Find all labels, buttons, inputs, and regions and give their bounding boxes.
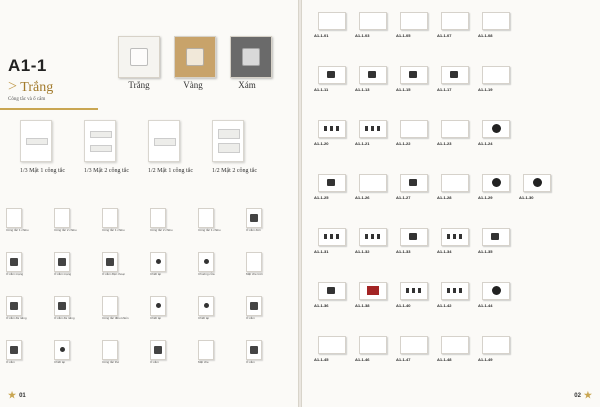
knob-icon (54, 340, 70, 360)
knob-icon (482, 282, 510, 300)
product-item[interactable] (355, 120, 393, 174)
socket-icon (482, 228, 510, 246)
product-code: A1-1-23 (437, 141, 452, 146)
product-code: A1-1-40 (396, 303, 411, 308)
module-text: Ổ cắm (246, 316, 255, 320)
module-caption (6, 273, 48, 277)
module-caption (246, 317, 288, 321)
socket-icon (359, 228, 387, 246)
product-code: A1-1-35 (478, 249, 493, 254)
plate-labels (20, 168, 272, 174)
product-item[interactable] (396, 282, 434, 336)
socket-icon (359, 282, 387, 300)
socket-icon (102, 252, 118, 272)
product-item[interactable] (355, 66, 393, 120)
plate-1-2-double (212, 120, 244, 162)
socket-icon (441, 66, 469, 84)
right-page (302, 0, 600, 407)
page-number: 01 (19, 392, 26, 399)
module-caption (198, 229, 240, 233)
module-caption (102, 273, 144, 277)
module-item[interactable] (54, 340, 98, 378)
socket-icon (150, 340, 166, 360)
socket-icon (242, 48, 260, 66)
product-item[interactable] (478, 12, 516, 66)
product-code: A1-1-07 (437, 33, 452, 38)
switch-icon (102, 340, 118, 360)
product-code: A1-1-03 (355, 33, 370, 38)
product-item[interactable] (314, 336, 352, 390)
module-caption (246, 361, 288, 365)
module-caption (54, 273, 96, 277)
plate-label (20, 168, 80, 174)
product-code: A1-1-31 (314, 249, 329, 254)
module-text: Công tắc 2 chiều (150, 228, 173, 232)
socket-icon (359, 120, 387, 138)
socket-icon (130, 48, 148, 66)
module-item[interactable] (102, 296, 146, 334)
product-item[interactable] (396, 66, 434, 120)
switch-icon (54, 208, 70, 228)
product-code: A1-1-30 (519, 195, 534, 200)
socket-icon (186, 48, 204, 66)
socket-icon (318, 228, 346, 246)
product-item[interactable] (478, 336, 516, 390)
knob-icon (150, 296, 166, 316)
module-caption (54, 317, 96, 321)
product-item[interactable] (478, 228, 516, 282)
module-item[interactable] (198, 252, 242, 290)
module-item[interactable] (54, 252, 98, 290)
plate-label (212, 168, 272, 174)
module-text: Ổ cắm đa năng (54, 316, 75, 320)
plate-1-3-single (20, 120, 52, 162)
switch-icon (359, 174, 387, 192)
plate-1-3-double (84, 120, 116, 162)
module-text: Công tắc 1 chiều (102, 228, 125, 232)
gold-divider (0, 108, 98, 110)
socket-icon (318, 120, 346, 138)
module-item[interactable] (6, 340, 50, 378)
module-text: Ổ cắm đa năng (6, 316, 27, 320)
module-text: Công tắc 1 chiều (6, 228, 29, 232)
module-item[interactable] (198, 296, 242, 334)
module-caption (150, 361, 192, 365)
product-code: A1-1-11 (314, 87, 329, 92)
product-code: A1-1-20 (314, 141, 329, 146)
product-item[interactable] (314, 66, 352, 120)
left-page (0, 0, 298, 407)
module-caption (54, 361, 96, 365)
product-item[interactable] (437, 120, 475, 174)
module-caption (150, 229, 192, 233)
socket-icon (441, 282, 469, 300)
swatch-gold[interactable] (174, 36, 216, 78)
series-code: A1-1 (8, 56, 47, 75)
module-text: Chiết áp (150, 316, 162, 320)
color-swatches (118, 36, 272, 78)
product-code: A1-1-17 (437, 87, 452, 92)
socket-icon (400, 282, 428, 300)
switch-icon (359, 12, 387, 30)
product-code: A1-1-49 (478, 357, 493, 362)
module-text: Ổ cắm điện thoại (102, 272, 125, 276)
switch-icon (246, 252, 262, 272)
series-brand (8, 56, 98, 102)
module-caption (198, 317, 240, 321)
socket-icon (6, 296, 22, 316)
module-caption (246, 229, 288, 233)
knob-icon (482, 120, 510, 138)
module-item[interactable] (54, 208, 98, 246)
module-caption (6, 317, 48, 321)
product-item[interactable] (314, 282, 352, 336)
plate-title: 1/3 Mặt 1 công tắc (20, 168, 65, 174)
module-text: Ổ cắm mạng (54, 272, 72, 276)
color-name: Trắng (20, 80, 54, 95)
socket-icon (318, 282, 346, 300)
module-caption (150, 317, 192, 321)
switch-icon (198, 208, 214, 228)
knob-icon (198, 252, 214, 272)
module-item[interactable] (246, 208, 290, 246)
module-caption (102, 229, 144, 233)
switch-icon (400, 12, 428, 30)
socket-icon (246, 296, 262, 316)
module-item[interactable] (102, 208, 146, 246)
product-item[interactable] (355, 12, 393, 66)
knob-icon (523, 174, 551, 192)
switch-icon (400, 336, 428, 354)
product-code: A1-1-32 (355, 249, 370, 254)
module-item[interactable] (6, 252, 50, 290)
module-item[interactable] (198, 208, 242, 246)
socket-icon (400, 174, 428, 192)
product-code: A1-1-48 (437, 357, 452, 362)
product-code: A1-1-24 (478, 141, 493, 146)
product-item[interactable] (437, 12, 475, 66)
module-caption (54, 229, 96, 233)
socket-icon (54, 252, 70, 272)
module-text: Công tắc thẻ (102, 360, 120, 364)
module-caption (102, 361, 144, 365)
product-item[interactable] (314, 228, 352, 282)
product-code: A1-1-27 (396, 195, 411, 200)
switch-icon (441, 174, 469, 192)
module-caption (246, 273, 288, 277)
module-caption (198, 361, 240, 365)
socket-icon (6, 340, 22, 360)
product-code: A1-1-44 (478, 303, 493, 308)
module-text: Công tắc 1 chiều (198, 228, 221, 232)
product-item[interactable] (437, 282, 475, 336)
page-number-left (8, 390, 26, 401)
page-number: 02 (574, 392, 581, 399)
switch-icon (482, 66, 510, 84)
product-code: A1-1-38 (355, 303, 370, 308)
product-code: A1-1-29 (478, 195, 493, 200)
switch-icon (150, 208, 166, 228)
knob-icon (482, 174, 510, 192)
product-item[interactable] (478, 120, 516, 174)
plate-title: 1/2 Mặt 1 công tắc (148, 168, 193, 174)
socket-icon (246, 208, 262, 228)
module-caption (150, 273, 192, 277)
product-item[interactable] (478, 282, 516, 336)
product-item[interactable] (314, 174, 352, 228)
switch-icon (400, 120, 428, 138)
switch-icon (359, 336, 387, 354)
product-code: A1-1-36 (314, 303, 329, 308)
product-item[interactable] (437, 228, 475, 282)
module-caption (6, 229, 48, 233)
product-item[interactable] (396, 228, 434, 282)
socket-icon (441, 228, 469, 246)
module-text: Ổ cắm (246, 360, 255, 364)
star-icon: ★ (583, 390, 592, 400)
module-text: Ổ cắm mạng (6, 272, 24, 276)
product-item[interactable] (478, 66, 516, 120)
module-text: Chiết áp (54, 360, 66, 364)
product-code: A1-1-08 (478, 33, 493, 38)
product-item[interactable] (437, 174, 475, 228)
product-code: A1-1-26 (355, 195, 370, 200)
chevron-right-icon: > (8, 78, 18, 95)
socket-icon (400, 228, 428, 246)
module-item[interactable] (198, 340, 242, 378)
plate-label (148, 168, 208, 174)
switch-icon (482, 336, 510, 354)
product-code: A1-1-13 (355, 87, 370, 92)
socket-icon (318, 174, 346, 192)
cover-plates (20, 120, 244, 162)
product-code: A1-1-34 (437, 249, 452, 254)
product-item[interactable] (355, 228, 393, 282)
module-text: Chiết áp (198, 316, 210, 320)
product-item[interactable] (314, 12, 352, 66)
plate-title: 1/2 Mặt 2 công tắc (212, 168, 257, 174)
module-item[interactable] (102, 340, 146, 378)
swatch-label: Vàng (183, 80, 203, 90)
module-text: Mặt che trơn (246, 272, 263, 276)
product-code: A1-1-19 (478, 87, 493, 92)
module-item[interactable] (54, 296, 98, 334)
switch-icon (482, 12, 510, 30)
product-code: A1-1-25 (314, 195, 329, 200)
product-code: A1-1-45 (314, 357, 329, 362)
swatch-labels (112, 80, 274, 90)
product-code: A1-1-22 (396, 141, 411, 146)
module-item[interactable] (6, 208, 50, 246)
module-caption (198, 273, 240, 277)
knob-icon (198, 296, 214, 316)
module-grid (6, 208, 290, 378)
module-item[interactable] (150, 296, 194, 334)
plate-title: 1/3 Mặt 2 công tắc (84, 168, 129, 174)
module-text: Công tắc điều khiển (102, 316, 129, 320)
plate-label (84, 168, 144, 174)
module-text: Chuông cửa (198, 272, 215, 276)
module-caption (6, 361, 48, 365)
product-item[interactable] (437, 336, 475, 390)
product-item[interactable] (478, 174, 516, 228)
module-item[interactable] (150, 208, 194, 246)
socket-icon (400, 66, 428, 84)
product-code: A1-1-15 (396, 87, 411, 92)
product-code: A1-1-47 (396, 357, 411, 362)
socket-icon (359, 66, 387, 84)
product-code: A1-1-42 (437, 303, 452, 308)
socket-icon (318, 66, 346, 84)
module-item[interactable] (246, 296, 290, 334)
switch-icon (318, 336, 346, 354)
series-color (8, 78, 98, 96)
product-code: A1-1-01 (314, 33, 329, 38)
star-icon: ★ (8, 390, 17, 400)
module-text: Công tắc 2 chiều (54, 228, 77, 232)
module-text: Chiết áp (150, 272, 162, 276)
module-text: Ổ cắm (6, 360, 15, 364)
module-item[interactable] (150, 252, 194, 290)
knob-icon (150, 252, 166, 272)
page-number-right (574, 390, 592, 401)
product-grid (314, 12, 598, 390)
product-item[interactable] (314, 120, 352, 174)
swatch-white[interactable] (118, 36, 160, 78)
module-item[interactable] (150, 340, 194, 378)
module-item[interactable] (6, 296, 50, 334)
module-text: Mặt che (198, 360, 209, 364)
socket-icon (246, 340, 262, 360)
swatch-label: Trắng (128, 80, 150, 90)
plate-1-2-single (148, 120, 180, 162)
product-code: A1-1-05 (396, 33, 411, 38)
socket-icon (6, 252, 22, 272)
module-item[interactable] (246, 340, 290, 378)
module-item[interactable] (102, 252, 146, 290)
switch-icon (318, 12, 346, 30)
product-item[interactable] (396, 336, 434, 390)
product-item[interactable] (396, 120, 434, 174)
series-subtitle: Công tắc và ổ cắm (8, 97, 46, 102)
switch-icon (6, 208, 22, 228)
module-text: Ổ cắm (150, 360, 159, 364)
product-item[interactable] (355, 336, 393, 390)
product-item[interactable] (355, 282, 393, 336)
product-item[interactable] (437, 66, 475, 120)
socket-icon (54, 296, 70, 316)
module-item[interactable] (246, 252, 290, 290)
product-code: A1-1-33 (396, 249, 411, 254)
switch-icon (102, 296, 118, 316)
product-code: A1-1-46 (355, 357, 370, 362)
switch-icon (441, 12, 469, 30)
switch-icon (102, 208, 118, 228)
product-code: A1-1-28 (437, 195, 452, 200)
product-item[interactable] (355, 174, 393, 228)
switch-icon (441, 336, 469, 354)
swatch-label: Xám (238, 80, 256, 90)
product-item[interactable] (519, 174, 557, 228)
module-text: Ổ cắm đơn (246, 228, 261, 232)
swatch-grey[interactable] (230, 36, 272, 78)
switch-icon (198, 340, 214, 360)
product-item[interactable] (396, 174, 434, 228)
module-caption (102, 317, 144, 321)
product-item[interactable] (396, 12, 434, 66)
product-code: A1-1-21 (355, 141, 370, 146)
switch-icon (441, 120, 469, 138)
